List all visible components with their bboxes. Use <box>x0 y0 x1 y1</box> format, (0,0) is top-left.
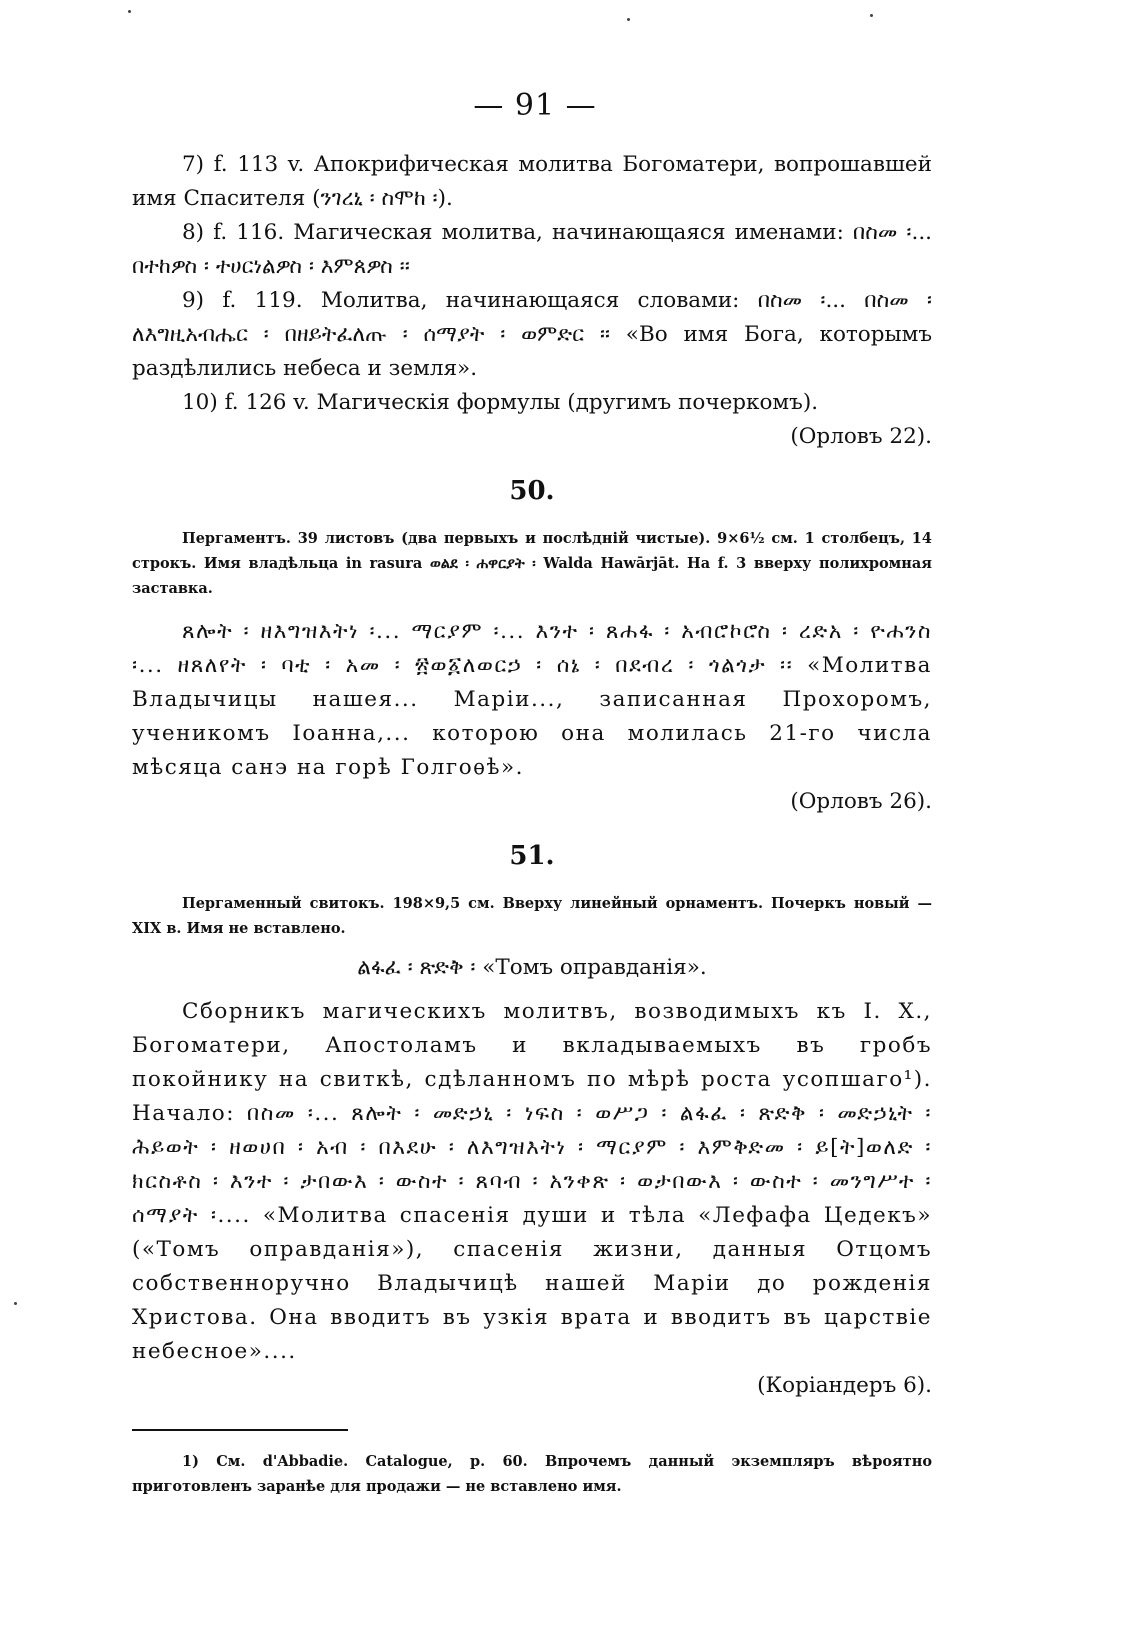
print-speck <box>14 1302 17 1305</box>
attribution: (Орловъ 22). <box>790 424 932 449</box>
attribution: (Коріандеръ 6). <box>757 1373 932 1398</box>
entry-description: Пергаменный свитокъ. 198×9,5 см. Вверху линейный орнаментъ. Почеркъ новый — XIX в. Имя не вставлено. <box>132 895 932 937</box>
entry-text: ጸሎት ፡ ዘእግዝእትነ ፡... ማርያም ፡... እንተ ፡ ጸሐፋ ፡ አብሮኮሮስ ፡ ረድአ ፡ ዮሐንስ ፡... ዘጸለየት ፡ ባቲ ፡ አመ ፡ ፳ወ፩ለወርኃ ፡ ሰኔ ፡ በደብረ ፡ ጎልጎታ ፡፡ «Молитва Владычицы нашея... Маріи..., записанная Прохоромъ, ученикомъ Іоанна,... которою она молилась 21-го числа мѣсяца санэ на горѣ Голгоѳѣ». <box>132 619 932 780</box>
list-item: 9) f. 119. Молитва, начинающаяся словами: በስመ ፡... በስመ ፡ ለእግዚአብሔር ፡ በዘይትፈለጡ ፡ ሰማያት ፡ ወምድር ፡፡ «Во имя Бога, которымъ раздѣлились небеса и земля». <box>132 288 932 381</box>
print-speck <box>627 18 630 21</box>
page-number: — 91 — <box>473 88 597 123</box>
list-item: 10) f. 126 v. Магическія формулы (другимъ почеркомъ). <box>182 390 819 415</box>
entry-number: 50. <box>509 476 555 506</box>
entry-text: Сборникъ магическихъ молитвъ, возводимыхъ къ I. X., Богоматери, Апостоламъ и вкладываемыхъ въ гробъ покойнику на свиткѣ, сдѣланномъ по мѣрѣ роста усопшаго¹). Начало: በስመ ፡... ጸሎት ፡ መድኃኒ ፡ ነፍስ ፡ ወሥጋ ፡ ልፋፈ ፡ ጽድቅ ፡ መድኃኒት ፡ ሕይወት ፡ ዘወሀበ ፡ አብ ፡ በእደሁ ፡ ለእግዝእትነ ፡ ማርያም ፡ እምቅድመ ፡ ይ[ት]ወለድ ፡ ክርስቶስ ፡ እንተ ፡ ታበውእ ፡ ውስተ ፡ ጸባብ ፡ አንቀጽ ፡ ወታበውእ ፡ ውስተ ፡ መንግሥተ ፡ ሰማያት ፡.... «Молитва спасенія души и тѣла «Лефафа Цедекъ» («Томъ оправданія»), спасенія жизни, данныя Отцомъ собственноручно Владычицѣ нашей Маріи до рожденія Христова. Она вводитъ въ узкія врата и вводитъ въ царствіе небесное».... <box>132 999 932 1364</box>
entry-number: 51. <box>509 841 555 871</box>
entry-title: ልፋፈ ፡ ጽድቅ ፡ «Томъ оправданія». <box>357 955 707 980</box>
list-item: 7) f. 113 v. Апокрифическая молитва Богоматери, вопрошавшей имя Спасителя (ንገረኒ ፡ ስሞከ ፡). <box>132 152 932 211</box>
print-speck <box>128 10 131 13</box>
page-content <box>132 148 932 1499</box>
list-item: 8) f. 116. Магическая молитва, начинающаяся именами: በስመ ፡... በተከዎስ ፡ ተሀርነልዎስ ፡ እምጰዎስ ፡፡ <box>132 220 932 279</box>
footnote: 1) См. d'Abbadie. Catalogue, p. 60. Впрочемъ данный экземпляръ вѣроятно приготовленъ заранѣе для продажи — не вставлено имя. <box>132 1453 932 1495</box>
footnote-divider <box>132 1429 348 1431</box>
print-speck <box>870 14 873 17</box>
entry-description: Пергаментъ. 39 листовъ (два первыхъ и послѣдній чистые). 9×6½ см. 1 столбецъ, 14 строкъ. Имя владѣльца in rasura ወልደ ፡ ሐዋርያት ፡ Walda Hawārjāt. На f. 3 вверху полихромная заставка. <box>132 530 932 597</box>
attribution: (Орловъ 26). <box>790 789 932 814</box>
